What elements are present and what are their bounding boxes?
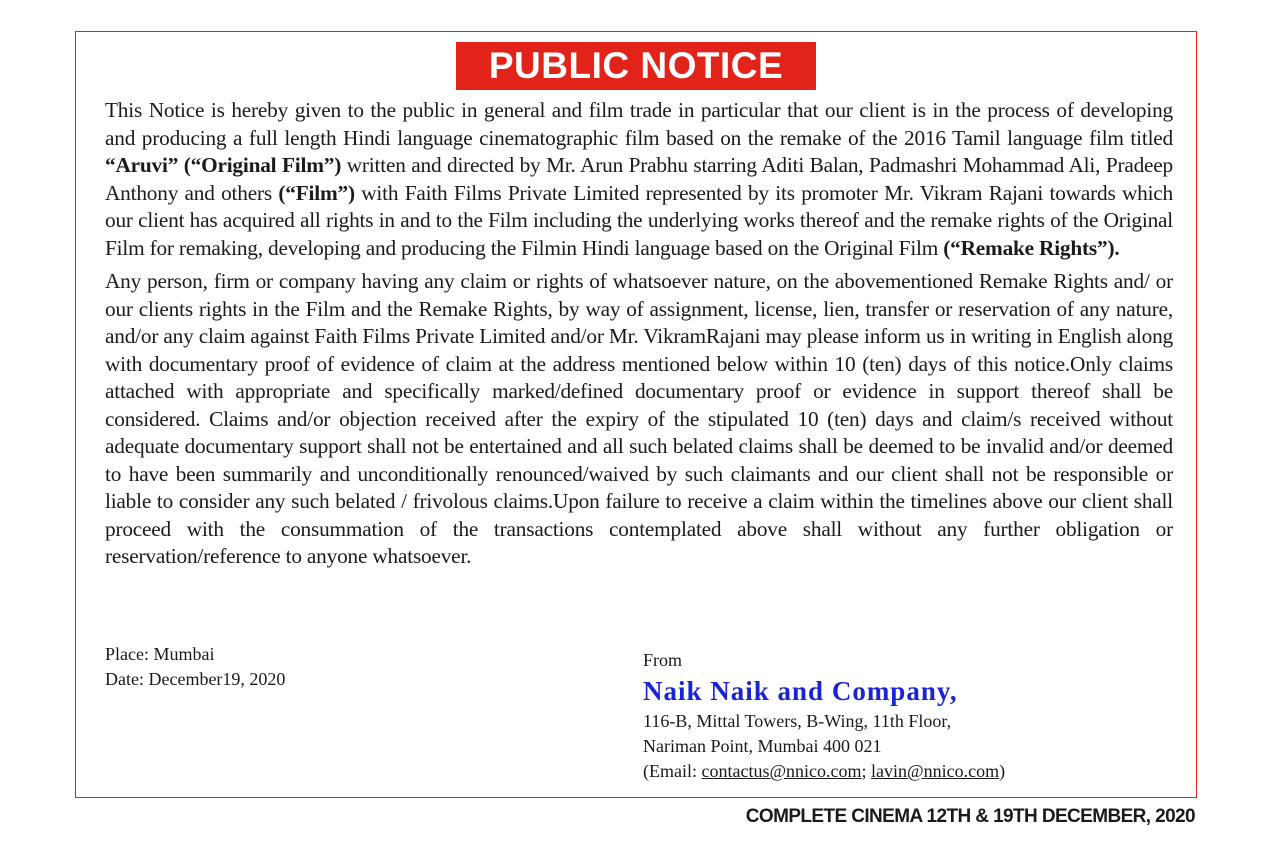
from-label: From <box>643 650 683 670</box>
company-comma: , <box>949 676 958 706</box>
notice-title: PUBLIC NOTICE <box>456 42 816 90</box>
email-link-lavin[interactable]: lavin@nnico.com <box>871 761 1000 781</box>
notice-body <box>105 97 1173 577</box>
email-prefix: (Email: <box>643 761 702 781</box>
email-suffix: ) <box>999 761 1006 781</box>
email-separator: ; <box>861 761 872 781</box>
film-term: (“Film”) <box>278 180 355 205</box>
remake-rights-term: (“Remake Rights”). <box>943 235 1120 260</box>
sender-block <box>643 648 1005 784</box>
date-line: Date: December19, 2020 <box>105 669 286 689</box>
place-line: Place: Mumbai <box>105 644 215 664</box>
company-name: Naik Naik and Company <box>643 676 950 706</box>
email-link-contactus[interactable]: contactus@nnico.com <box>701 761 862 781</box>
place-date-block <box>105 642 285 692</box>
paragraph-1-text-c: with Faith Films Private Limited represented by its promoter Mr. Vikram Rajani towards which our client has acquired all rights in and to the Film including the underlying works thereof and the remake rights of the Original Film for remaking, developing and producing the Filmin Hindi language based on the Original Film <box>105 180 1173 260</box>
address-line-2: Nariman Point, Mumbai 400 021 <box>643 736 882 756</box>
notice-paragraph-1 <box>105 97 1173 262</box>
paragraph-1-text-b: written and directed by Mr. Arun Prabhu starring Aditi Balan, Padmashri Mohammad Ali, Pradeep Anthony and others <box>105 153 1174 205</box>
paragraph-1-text-a: This Notice is hereby given to the public in general and film trade in particular that our client is in the process of developing and producing a full length Hindi language cinematographic film based on the remake of the 2016 Tamil language film titled <box>105 98 1173 150</box>
company-line <box>643 673 1005 709</box>
email-line <box>643 759 1005 784</box>
address-line-1: 116-B, Mittal Towers, B-Wing, 11th Floor, <box>643 711 952 731</box>
publication-footer: COMPLETE CINEMA 12TH & 19TH DECEMBER, 2020 <box>745 806 1195 827</box>
notice-paragraph-2: Any person, firm or company having any claim or rights of whatsoever nature, on the abovementioned Remake Rights and/ or our clients rights in the Film and the Remake Rights, by way of assignment, license, lien, transfer or reservation of any nature, and/or any claim against Faith Films Private Limited and/or Mr. VikramRajani may please inform us in writing in English along with documentary proof of evidence of claim at the address mentioned below within 10 (ten) days of this notice.Only claims attached with appropriate and specifically marked/defined documentary proof or evidence in support thereof shall be considered. Claims and/or objection received after the expiry of the stipulated 10 (ten) days and claim/s received without adequate documentary support shall not be entertained and all such belated claims shall be deemed to be invalid and/or deemed to have been summarily and unconditionally renounced/waived by such claimants and our client shall not be responsible or liable to consider any such belated / frivolous claims.Upon failure to receive a claim within the timelines above our client shall proceed with the consummation of the transactions contemplated above shall without any further obligation or reservation/reference to anyone whatsoever. <box>105 269 1173 568</box>
original-film-term: “Aruvi” (“Original Film”) <box>105 153 342 177</box>
